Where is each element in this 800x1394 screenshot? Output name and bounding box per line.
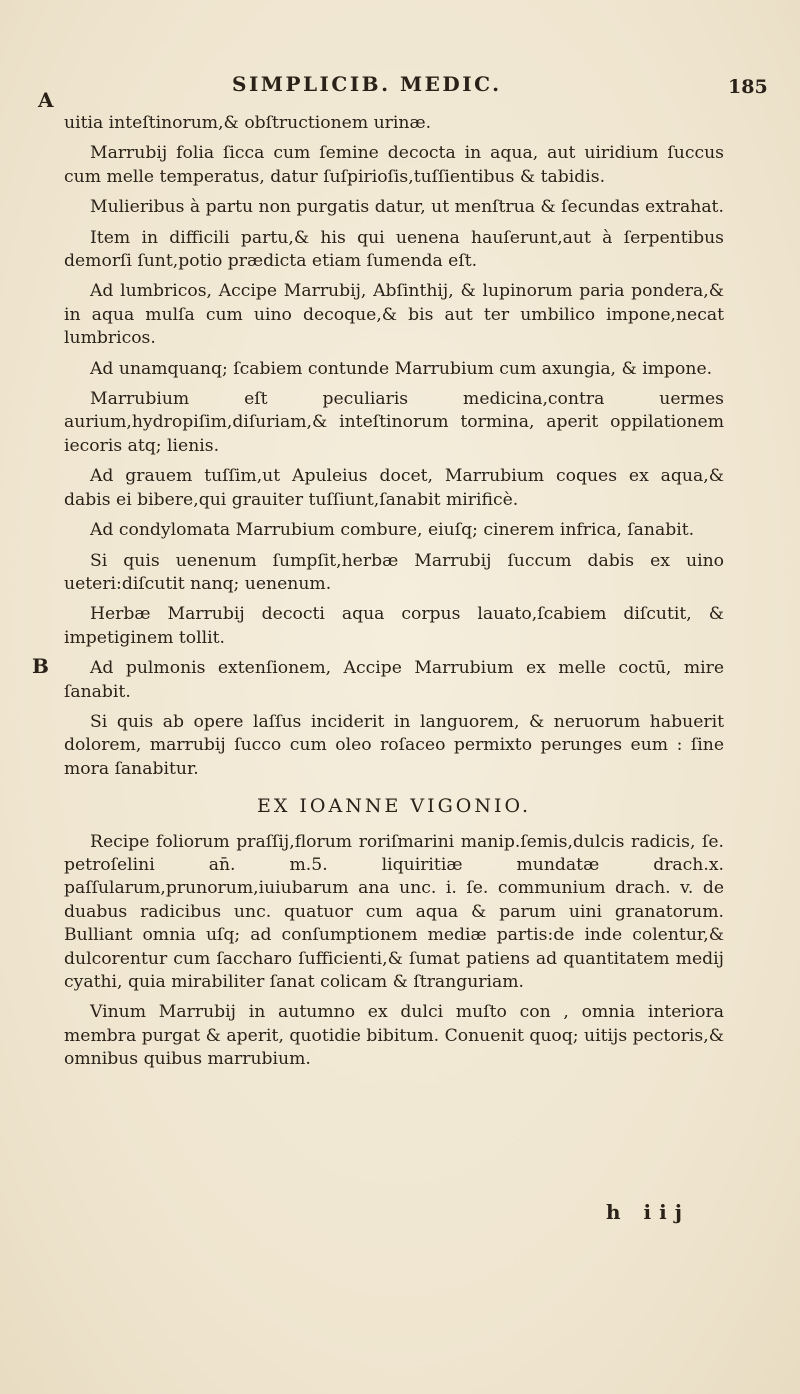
paragraph: Vinum Marrubij in autumno ex dulci muſto con , omnia interiora membra purgat & aperit, quotidie bibitum. Conuenit quoq; uitijs pectoris,& omnibus quibus marrubium. <box>64 1002 724 1070</box>
paragraph: Item in difficili partu,& his qui uenena hauſerunt,aut à ſerpentibus demorſi ſunt,potio prædicta etiam ſumenda eſt. <box>64 227 724 272</box>
section-heading: EX IOANNE VIGONIO. <box>256 795 531 818</box>
paragraph: Ad unamquanq; ſcabiem contunde Marrubium cum axungia, & impone. <box>90 358 713 379</box>
body-text <box>64 112 724 1079</box>
signature-mark: h iij <box>606 1200 690 1224</box>
page-number: 185 <box>728 76 768 98</box>
paragraph: Ad grauem tuſſim,ut Apuleius docet, Marrubium coques ex aqua,& dabis ei bibere,qui grauiter tuſſiunt,ſanabit mirificè. <box>64 466 724 510</box>
paragraph: Ad pulmonis extenſionem, Accipe Marrubium ex melle coctū, mire ſanabit. <box>64 658 724 702</box>
paragraph: Ad condylomata Marrubium combure, eiuſq; cinerem infrica, ſanabit. <box>90 520 695 541</box>
paragraph: Marrubij folia ſicca cum ſemine decocta in aqua, aut uiridium ſuccus cum melle temperatus, datur ſuſpirioſis,tuſſientibus & tabidis. <box>64 143 724 187</box>
running-head: SIMPLICIB. MEDIC. <box>232 72 502 96</box>
paragraph: Mulieribus à partu non purgatis datur, ut menſtrua & ſecundas extrahat. <box>90 197 724 218</box>
paragraph: Herbæ Marrubij decocti aqua corpus lauato,ſcabiem diſcutit, & impetiginem tollit. <box>64 604 724 648</box>
margin-letter-a: A <box>38 88 54 112</box>
paragraph: Ad lumbricos, Accipe Marrubij, Abſinthij, & lupinorum paria pondera,& in aqua mulſa cum uino decoque,& bis aut ter umbilico impone,necat lumbricos. <box>64 281 724 349</box>
margin-letter-b: B <box>32 654 49 678</box>
paragraph: Si quis uenenum ſumpſit,herbæ Marrubij ſuccum dabis ex uino ueteri:diſcutit nanq; uenenum. <box>64 550 724 594</box>
paragraph: Marrubium eſt peculiaris medicina,contra uermes aurium,hydropiſim,diſuriam,& inteſtinorum tormina, aperit oppilationem iecoris atq; lienis. <box>64 389 724 456</box>
paragraph: Si quis ab opere laſſus inciderit in languorem, & neruorum habuerit dolorem, marrubij ſucco cum oleo roſaceo permixto perunges eum : ſine mora ſanabitur. <box>64 711 724 779</box>
paragraph: uitia inteſtinorum,& obſtructionem urinæ. <box>64 113 432 133</box>
page-header <box>0 72 800 108</box>
paragraph: Recipe foliorum praſſij,florum roriſmarini manip.ſemis,dulcis radicis, ſe. petroſelini an̄. m.5. liquiritiæ mundatæ drach.x. paſſularum,prunorum,iuiubarum ana unc. i. ſe. communium drach. v. de duabus radicibus unc. quatuor cum aqua & parum uini granatorum. Bulliant omnia uſq; ad conſumptionem mediæ partis:de inde colentur,& dulcorentur cum ſaccharo ſufficienti,& ſumat patiens ad quantitatem medij cyathi, quia mirabiliter ſanat colicam & ſtranguriam. <box>64 831 724 992</box>
